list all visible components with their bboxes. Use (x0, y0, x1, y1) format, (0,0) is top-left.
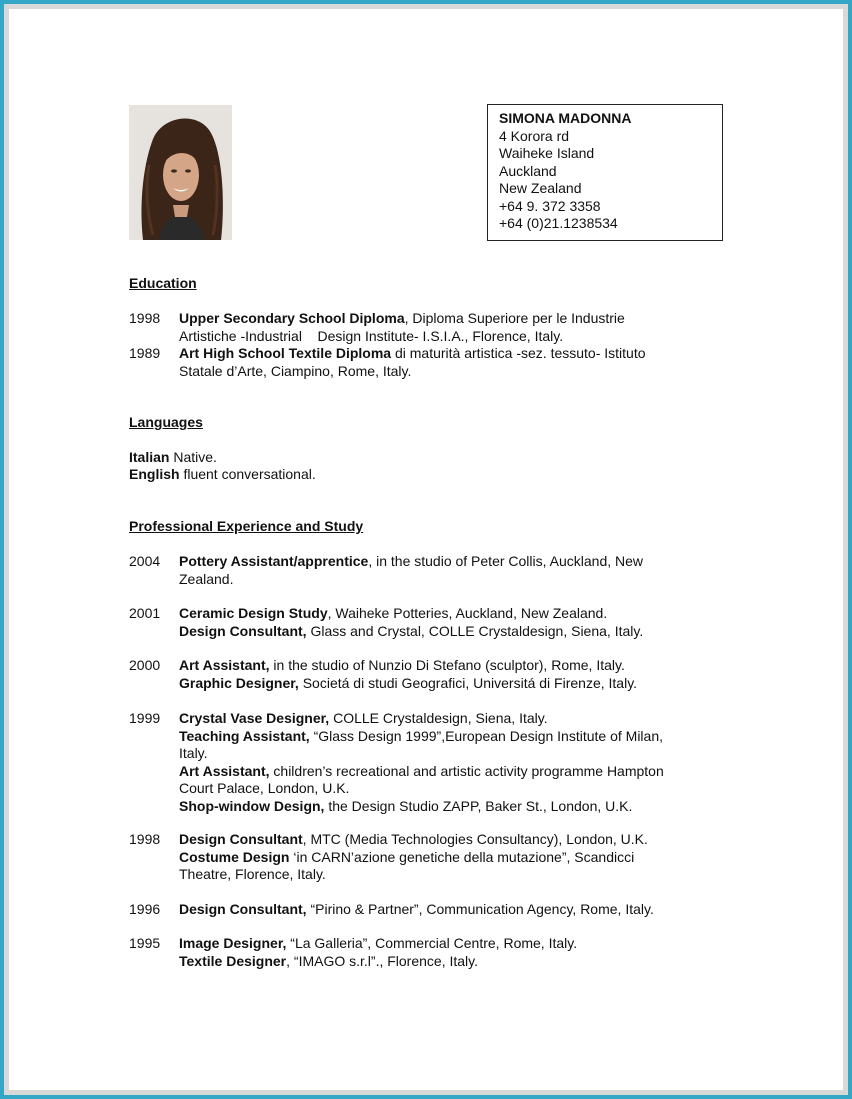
entry-title: Design Consultant (179, 831, 303, 847)
entry-title: Shop-window Design, (179, 797, 325, 814)
entry-year: 1989 (129, 345, 161, 361)
entry-line (179, 798, 729, 816)
entry-year: 2004 (129, 553, 161, 569)
entry-text: the Design Studio ZAPP, Baker St., London, U.K. (324, 797, 633, 814)
address-line: Waiheke Island (499, 145, 595, 161)
entry-text: , MTC (Media Technologies Consultancy), London, U.K. (302, 831, 648, 847)
entry-text: Italy. (179, 745, 208, 761)
entry-year: 1999 (129, 710, 161, 726)
entry-line (179, 623, 729, 641)
entry-line (179, 675, 729, 693)
entry-text: Zealand. (179, 570, 234, 587)
phone-line: +64 9. 372 3358 (499, 197, 601, 214)
entry-title: Costume Design (179, 848, 290, 865)
entry-line (179, 745, 729, 763)
entry-text: , in the studio of Peter Collis, Auckland, New (368, 553, 644, 569)
entry-line (179, 710, 729, 728)
entry-line (179, 831, 729, 849)
entry-text: ‘in CARN’azione genetiche della mutazione”, Scandicci (289, 848, 635, 865)
entry-text: di maturità artistica -sez. tessuto- Istituto (391, 345, 646, 361)
entry-line (179, 363, 729, 381)
entry-text: Statale d’Arte, Ciampino, Rome, Italy. (179, 362, 412, 379)
entry-title: Crystal Vase Designer, (179, 710, 330, 726)
entry-description (179, 605, 729, 640)
entry-title: Pottery Assistant/apprentice (179, 553, 369, 569)
entry-title: Art High School Textile Diploma (179, 345, 392, 361)
entry-line (179, 345, 729, 363)
entry-title: Art Assistant, (179, 657, 270, 673)
entry-text: in the studio of Nunzio Di Stefano (sculptor), Rome, Italy. (269, 657, 625, 673)
entry-line (179, 657, 729, 675)
entry-text: , “IMAGO s.r.l”., Florence, Italy. (286, 952, 479, 969)
language-english (129, 466, 316, 484)
entry-text: , Diploma Superiore per le Industrie (404, 310, 625, 326)
contact-name: SIMONA MADONNA (499, 110, 632, 126)
entry-text: Theatre, Florence, Italy. (179, 866, 326, 882)
entry-title: Image Designer, (179, 935, 287, 951)
language-italian (129, 449, 217, 467)
entry-year: 1995 (129, 935, 161, 951)
entry-title: Art Assistant, (179, 762, 270, 779)
entry-title: Design Consultant, (179, 622, 307, 639)
entry-text: Court Palace, London, U.K. (179, 780, 350, 796)
entry-text: “Pirino & Partner”, Communication Agency, Rome, Italy. (306, 901, 654, 917)
entry-text: “La Galleria”, Commercial Centre, Rome, Italy. (286, 935, 578, 951)
entry-title: Design Consultant, (179, 901, 307, 917)
entry-line (179, 780, 729, 798)
entry-title: Textile Designer (179, 952, 287, 969)
entry-year: 2001 (129, 605, 161, 621)
entry-text: “Glass Design 1999”,European Design Institute of Milan, (309, 727, 663, 744)
languages-heading: Languages (129, 414, 203, 430)
entry-year: 2000 (129, 657, 161, 673)
language-level: Native. (169, 449, 217, 465)
entry-line (179, 849, 729, 867)
entry-line (179, 605, 729, 623)
entry-line (179, 866, 729, 884)
address-line: New Zealand (499, 180, 582, 196)
entry-line (179, 571, 729, 589)
entry-line (179, 328, 729, 346)
entry-text: children’s recreational and artistic activity programme Hampton (269, 762, 664, 779)
entry-description (179, 710, 729, 815)
contact-box (487, 104, 723, 241)
language-name: Italian (129, 449, 170, 465)
experience-heading: Professional Experience and Study (129, 518, 364, 534)
entry-line (179, 553, 729, 571)
language-name: English (129, 466, 180, 482)
education-heading: Education (129, 275, 197, 291)
entry-text: , Waiheke Potteries, Auckland, New Zealand. (327, 605, 608, 621)
entry-year: 1998 (129, 831, 161, 847)
entry-line (179, 763, 729, 781)
entry-title: Graphic Designer, (179, 674, 299, 691)
entry-text: COLLE Crystaldesign, Siena, Italy. (329, 710, 548, 726)
entry-text: Artistiche -Industrial Design Institute- I.S.I.A., Florence, Italy. (179, 327, 564, 344)
language-level: fluent conversational. (179, 466, 316, 482)
entry-line (179, 953, 729, 971)
entry-description (179, 831, 729, 884)
entry-description (179, 657, 729, 692)
portrait-photo (129, 105, 232, 240)
address-line: 4 Korora rd (499, 127, 570, 144)
mobile-line: +64 (0)21.1238534 (499, 215, 618, 231)
entry-description (179, 553, 729, 588)
entry-title: Upper Secondary School Diploma (179, 310, 405, 326)
entry-description (179, 345, 729, 380)
entry-line (179, 310, 729, 328)
entry-text: Glass and Crystal, COLLE Crystaldesign, Siena, Italy. (306, 622, 644, 639)
entry-line (179, 728, 729, 746)
entry-text: Societá di studi Geografici, Universitá di Firenze, Italy. (298, 674, 638, 691)
entry-description (179, 901, 729, 919)
entry-title: Teaching Assistant, (179, 727, 310, 744)
address-line: Auckland (499, 162, 557, 179)
entry-line (179, 901, 729, 919)
entry-title: Ceramic Design Study (179, 605, 328, 621)
entry-line (179, 935, 729, 953)
entry-year: 1996 (129, 901, 161, 917)
entry-description (179, 310, 729, 345)
entry-year: 1998 (129, 310, 161, 326)
entry-description (179, 935, 729, 970)
